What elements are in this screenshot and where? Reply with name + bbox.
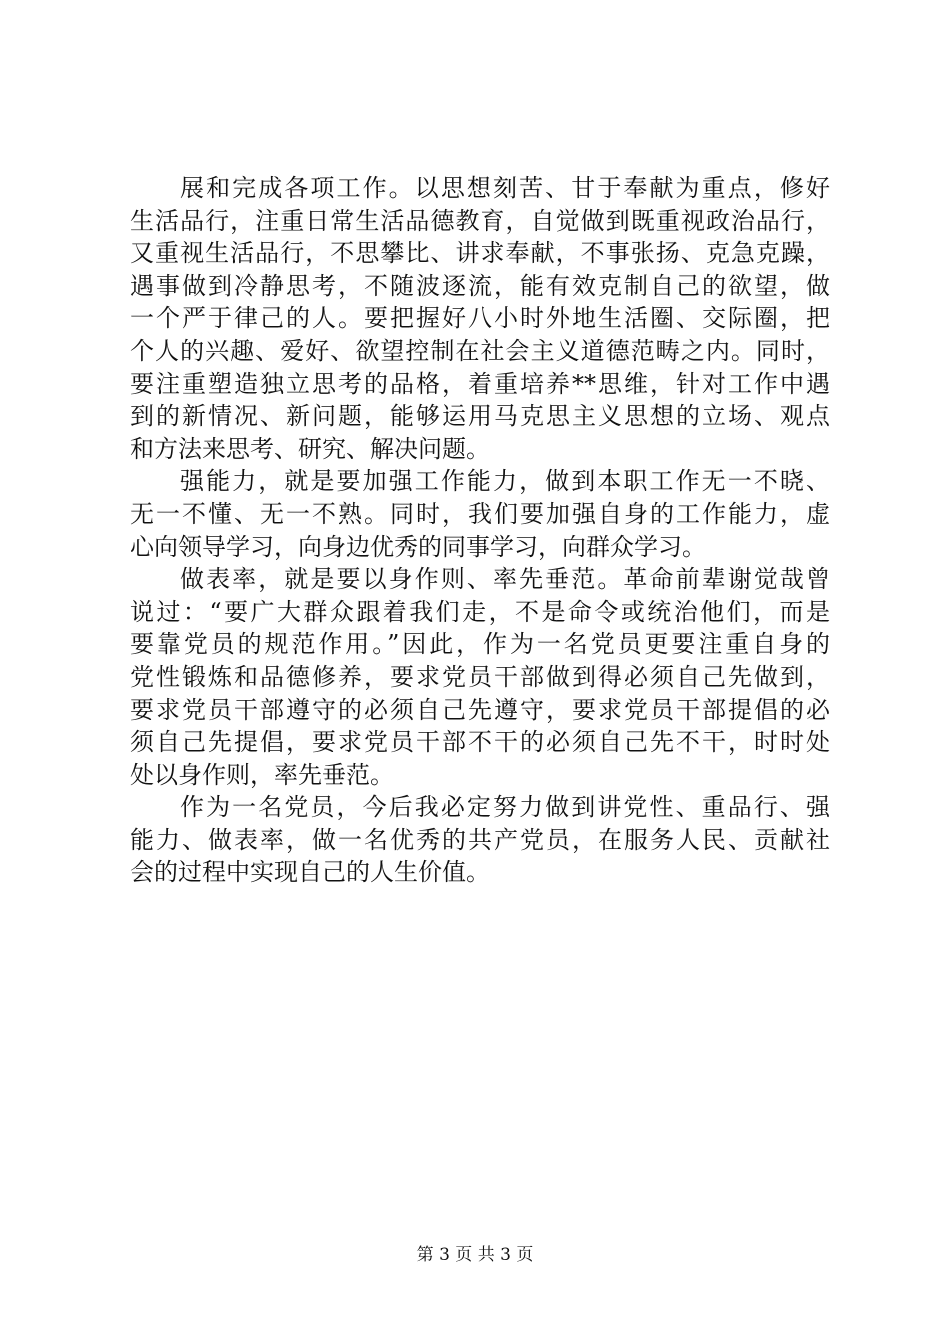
text-line: 党性锻炼和品德修养，要求党员干部做到得必须自己先做到， [130,662,830,691]
text-line: 心向领导学习，向身边优秀的同事学习，向群众学习。 [130,532,706,561]
text-line: 又重视生活品行，不思攀比、讲求奉献，不事张扬、克急克躁， [130,239,830,268]
text-line: 能力、做表率，做一名优秀的共产党员，在服务人民、贡献社 [130,825,830,854]
text-line: 会的过程中实现自己的人生价值。 [130,858,490,887]
text-line: 作为一名党员，今后我必定努力做到讲党性、重品行、强 [180,793,830,822]
text-line: 说过：“要广大群众跟着我们走，不是命令或统治他们，而是 [130,597,830,626]
document-body [130,172,830,889]
page-number-footer: 第 3 页 共 3 页 [416,1245,534,1265]
paragraph-2 [130,465,830,563]
text-line: 无一不懂、无一不熟。同时，我们要加强自身的工作能力，虚 [130,499,830,528]
paragraph-1 [130,172,830,465]
text-line: 个人的兴趣、爱好、欲望控制在社会主义道德范畴之内。同时， [130,336,830,365]
text-line: 展和完成各项工作。以思想刻苦、甘于奉献为重点，修好 [180,174,830,202]
text-line: 处以身作则，率先垂范。 [130,760,394,789]
paragraph-4 [130,791,830,889]
text-line: 生活品行，注重日常生活品德教育，自觉做到既重视政治品行， [130,206,830,235]
text-line: 要注重塑造独立思考的品格，着重培养**思维，针对工作中遇 [130,369,830,398]
text-line: 强能力，就是要加强工作能力，做到本职工作无一不晓、 [180,467,830,496]
paragraph-3 [130,563,830,791]
text-line: 须自己先提倡，要求党员干部不干的必须自己先不干，时时处 [130,728,830,757]
text-line: 做表率，就是要以身作则、率先垂范。革命前辈谢觉哉曾 [180,565,830,594]
text-line: 和方法来思考、研究、解决问题。 [130,434,490,463]
text-line: 要求党员干部遵守的必须自己先遵守，要求党员干部提倡的必 [130,695,830,724]
text-line: 一个严于律己的人。要把握好八小时外地生活圈、交际圈，把 [130,304,830,333]
text-line: 遇事做到冷静思考，不随波逐流，能有效克制自己的欲望，做 [130,271,830,300]
text-line: 要靠党员的规范作用。”因此，作为一名党员更要注重自身的 [130,630,830,659]
text-line: 到的新情况、新问题，能够运用马克思主义思想的立场、观点 [130,402,830,431]
